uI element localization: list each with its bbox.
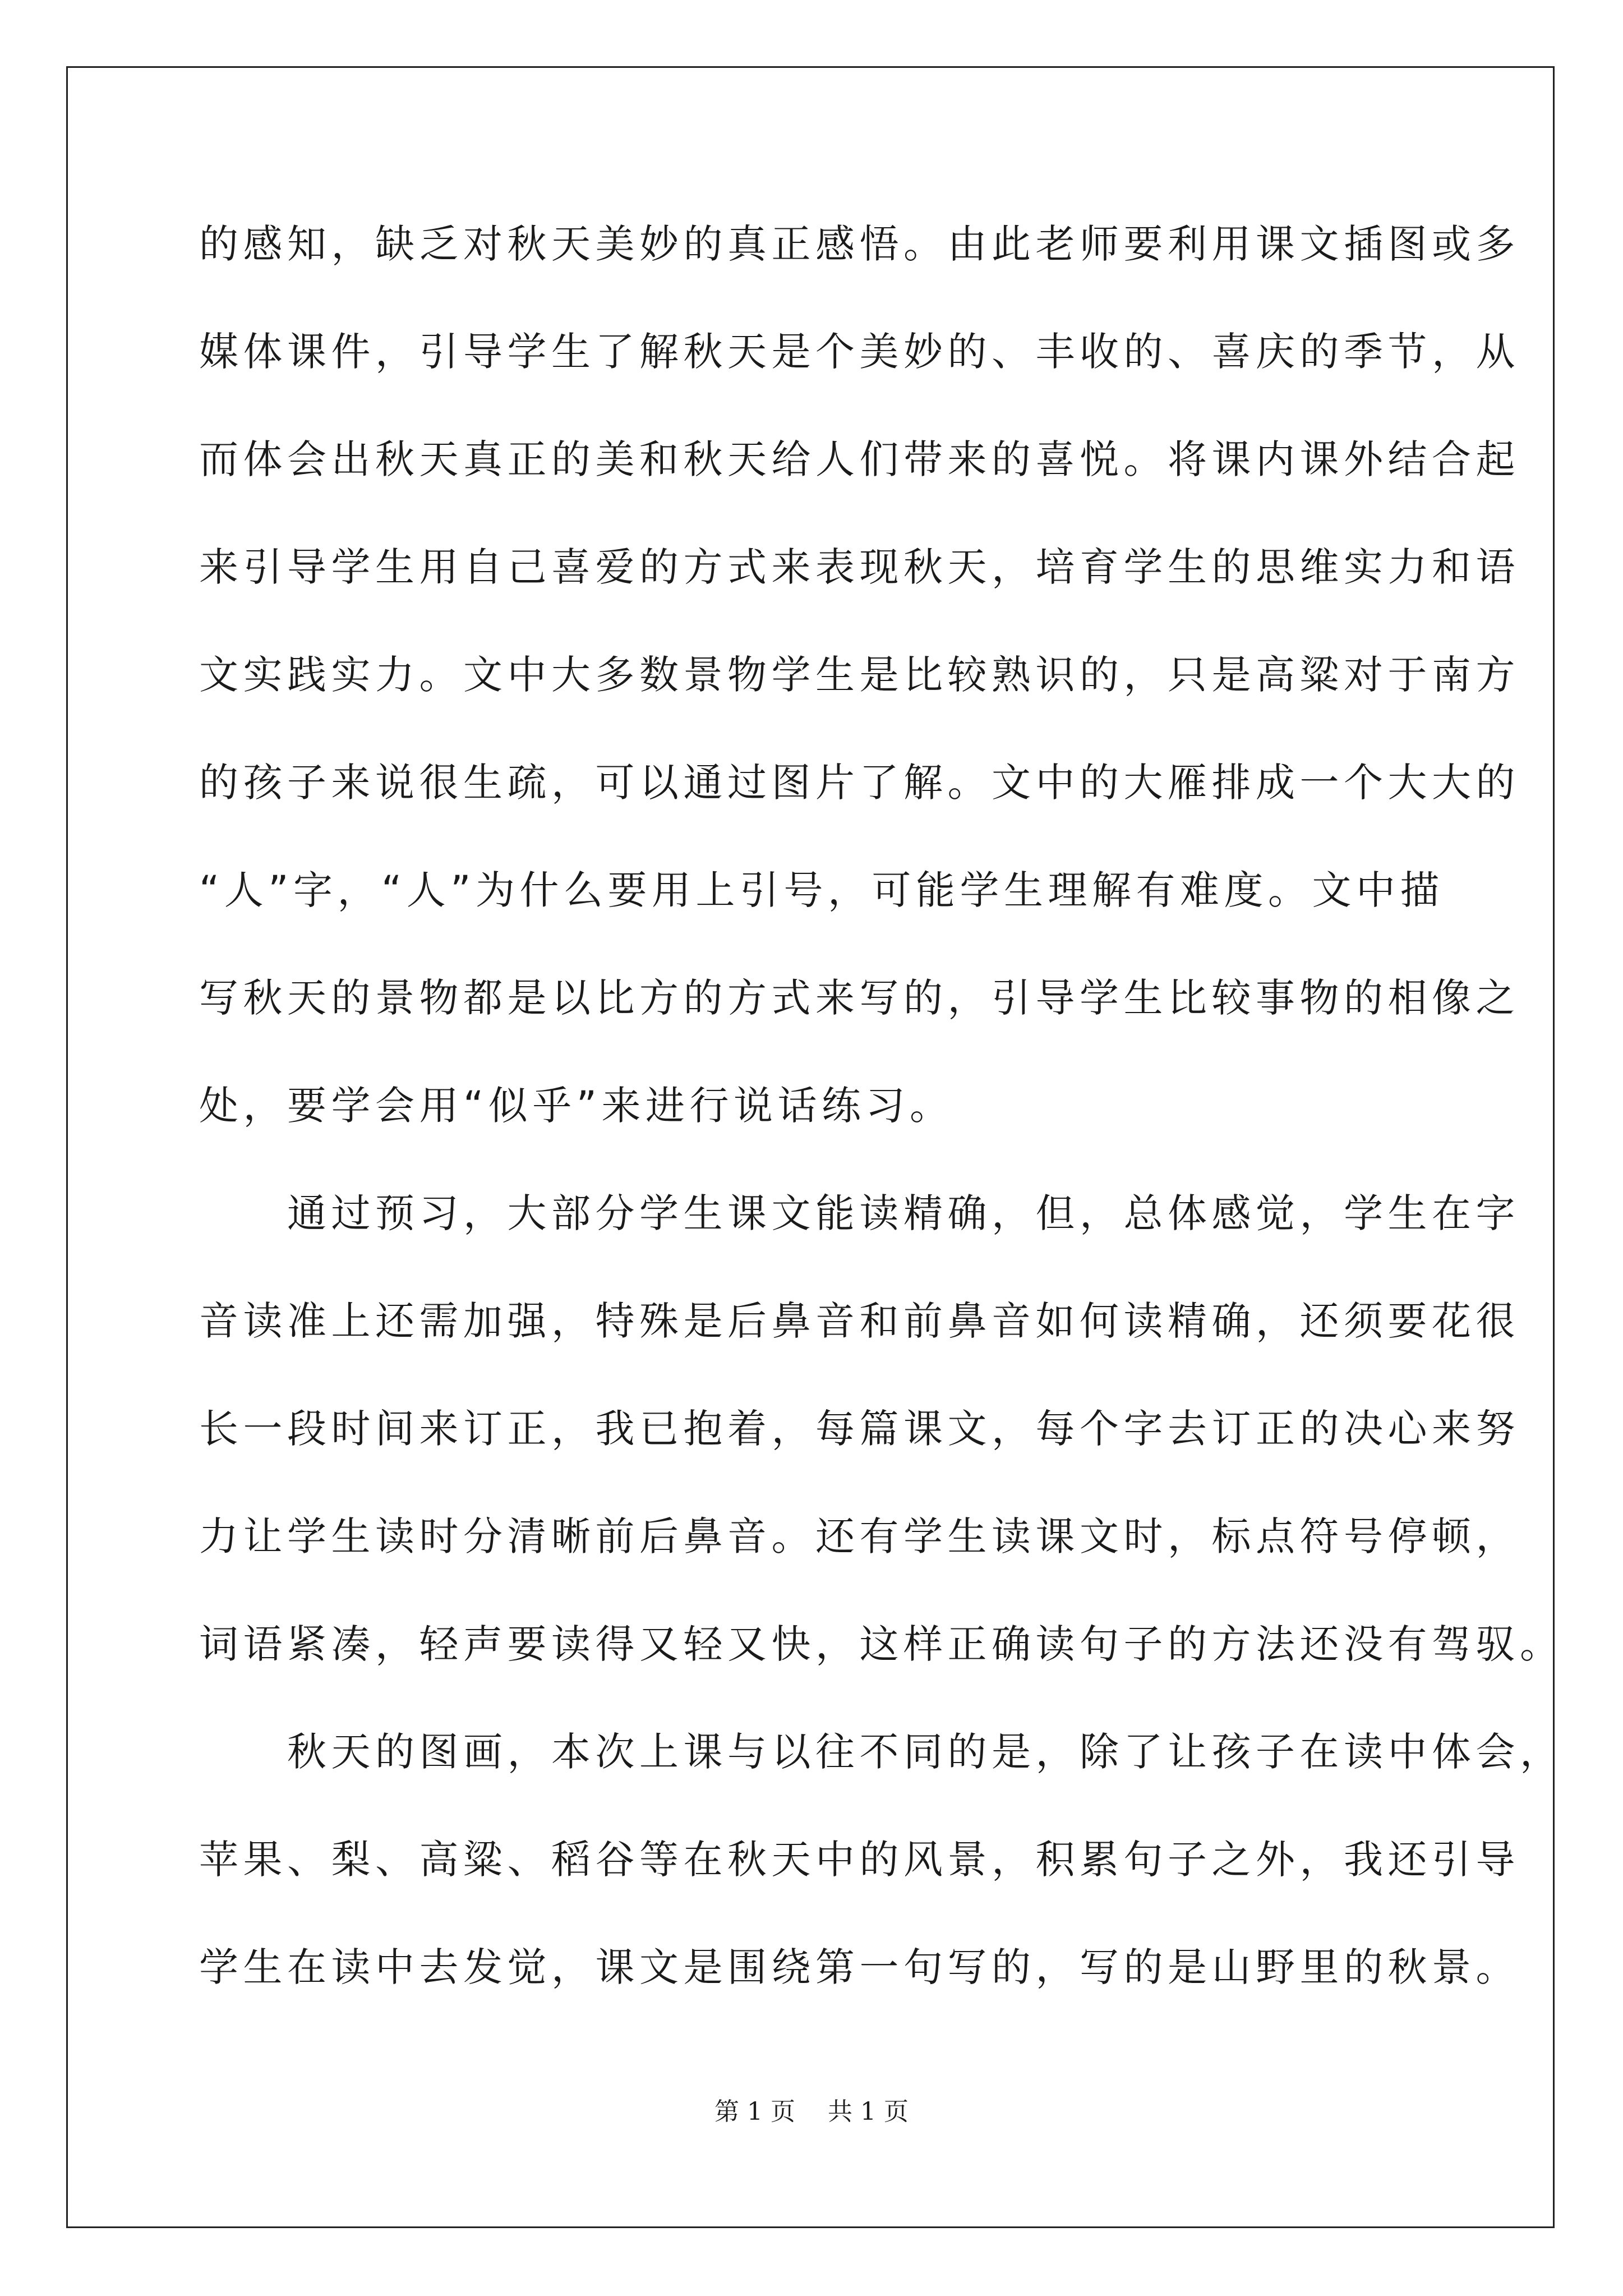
text-line: 写秋天的景物都是以比方的方式来写的，引导学生比较事物的相像之: [199, 975, 1520, 1021]
text-line: 词语紧凑，轻声要读得又轻又快，这样正确读句子的方法还没有驾驭。: [199, 1621, 1564, 1667]
text-line: 的感知，缺乏对秋天美妙的真正感悟。由此老师要利用课文插图或多: [199, 221, 1520, 267]
text-line: 而体会出秋天真正的美和秋天给人们带来的喜悦。将课内课外结合起: [199, 436, 1520, 482]
text-line: 来引导学生用自己喜爱的方式来表现秋天，培育学生的思维实力和语: [199, 544, 1520, 590]
text-line: 媒体课件，引导学生了解秋天是个美妙的、丰收的、喜庆的季节，从: [199, 329, 1520, 375]
text-line: 处，要学会用“似乎”来进行说话练习。: [199, 1083, 954, 1129]
text-line: 苹果、梨、高粱、稻谷等在秋天中的风景，积累句子之外，我还引导: [199, 1837, 1520, 1883]
text-line: 文实践实力。文中大多数景物学生是比较熟识的，只是高粱对于南方: [199, 652, 1520, 698]
text-line: 力让学生读时分清晰前后鼻音。还有学生读课文时，标点符号停顿，: [199, 1513, 1520, 1559]
text-line: 音读准上还需加强，特殊是后鼻音和前鼻音如何读精确，还须要花很: [199, 1298, 1520, 1344]
text-line: 学生在读中去发觉，课文是围绕第一句写的，写的是山野里的秋景。: [199, 1944, 1520, 1990]
text-line: 秋天的图画，本次上课与以往不同的是，除了让孩子在读中体会，: [199, 1729, 1564, 1775]
page-number-footer: 第 1 页 共 1 页: [714, 2097, 909, 2126]
text-line: “人”字，“人”为什么要用上引号，可能学生理解有难度。文中描: [199, 867, 1445, 913]
text-line: 通过预习，大部分学生课文能读精确，但，总体感觉，学生在字: [199, 1190, 1520, 1236]
text-line: 的孩子来说很生疏，可以通过图片了解。文中的大雁排成一个大大的: [199, 760, 1520, 806]
page-border: [66, 66, 1555, 2228]
text-line: 长一段时间来订正，我已抱着，每篇课文，每个字去订正的决心来努: [199, 1406, 1520, 1452]
